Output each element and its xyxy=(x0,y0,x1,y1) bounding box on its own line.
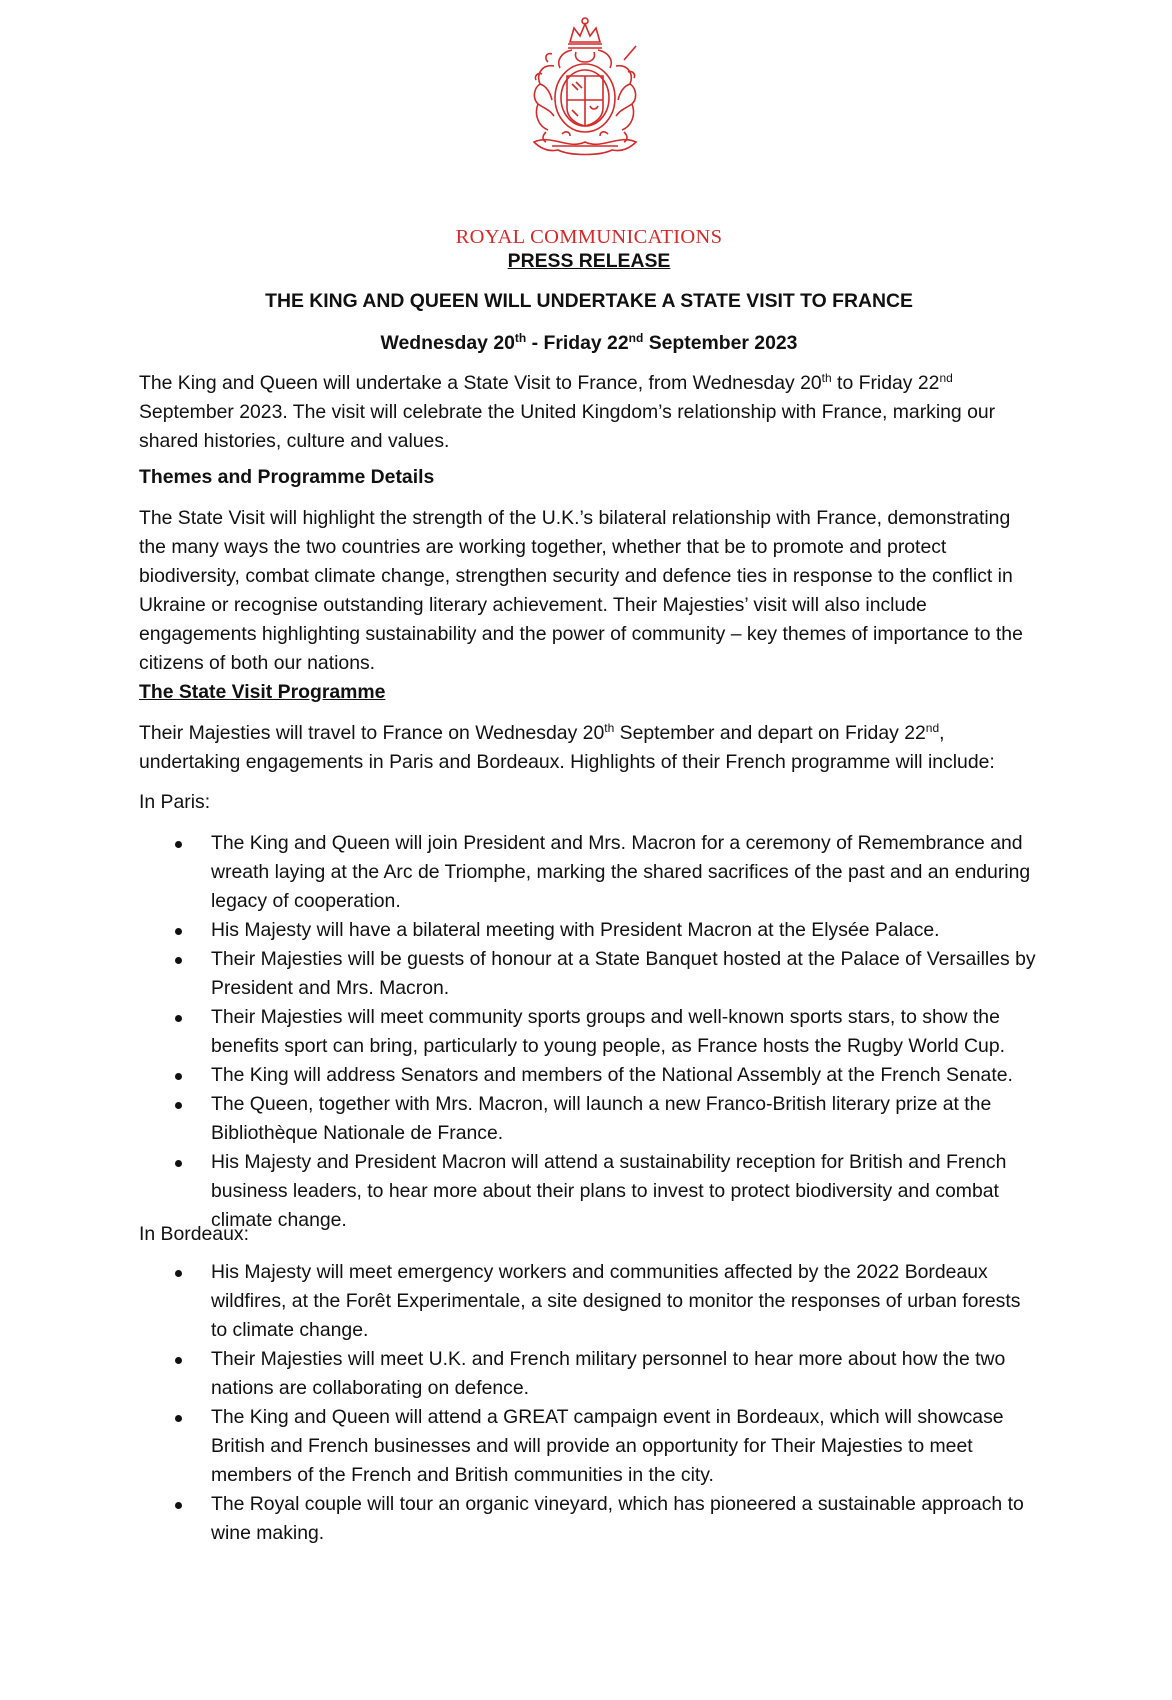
bullet-icon xyxy=(175,1357,182,1364)
bullet-icon xyxy=(175,957,182,964)
list-item: Their Majesties will meet community sports groups and well-known sports stars, to show the benefits sport can bring, particularly to young people, as France hosts the Rugby World Cup. xyxy=(139,1003,1039,1061)
bullet-icon xyxy=(175,1102,182,1109)
list-item: The Royal couple will tour an organic vineyard, which has pioneered a sustainable approach to wine making. xyxy=(139,1490,1039,1548)
headline: THE KING AND QUEEN WILL UNDERTAKE A STATE VISIT TO FRANCE xyxy=(265,290,913,312)
royal-coat-of-arms-icon xyxy=(512,14,658,164)
programme-heading: The State Visit Programme xyxy=(139,681,386,703)
list-item: Their Majesties will be guests of honour at a State Banquet hosted at the Palace of Versailles by President and Mrs. Macron. xyxy=(139,945,1039,1003)
list-item: The King will address Senators and members of the National Assembly at the French Senate. xyxy=(139,1061,1039,1090)
paris-label: In Paris: xyxy=(139,791,211,813)
bullet-icon xyxy=(175,1015,182,1022)
list-item: Their Majesties will meet U.K. and French military personnel to hear more about how the two nations are collaborating on defence. xyxy=(139,1345,1039,1403)
bordeaux-label: In Bordeaux: xyxy=(139,1223,249,1245)
bullet-icon xyxy=(175,928,182,935)
list-item: The King and Queen will join President and Mrs. Macron for a ceremony of Remembrance and wreath laying at the Arc de Triomphe, marking the shared sacrifices of the past and an enduring legacy of cooperation. xyxy=(139,829,1039,916)
bordeaux-list xyxy=(139,1258,1039,1548)
date-range: Wednesday 20th - Friday 22nd September 2023 xyxy=(380,331,798,354)
bullet-icon xyxy=(175,841,182,848)
list-item: His Majesty will have a bilateral meeting with President Macron at the Elysée Palace. xyxy=(139,916,1039,945)
list-item: The Queen, together with Mrs. Macron, will launch a new Franco-British literary prize at the Bibliothèque Nationale de France. xyxy=(139,1090,1039,1148)
document-type: PRESS RELEASE xyxy=(507,250,671,272)
list-item: His Majesty will meet emergency workers and communities affected by the 2022 Bordeaux wildfires, at the Forêt Experimentale, a site designed to monitor the responses of urban forests to climate change. xyxy=(139,1258,1039,1345)
bullet-icon xyxy=(175,1502,182,1509)
bullet-icon xyxy=(175,1160,182,1167)
list-item: His Majesty and President Macron will attend a sustainability reception for British and French business leaders, to hear more about their plans to invest to protect biodiversity and combat climate change. xyxy=(139,1148,1039,1235)
themes-heading: Themes and Programme Details xyxy=(139,466,435,488)
list-item: The King and Queen will attend a GREAT campaign event in Bordeaux, which will showcase British and French businesses and will provide an opportunity for Their Majesties to meet members of the French and British communities in the city. xyxy=(139,1403,1039,1490)
bullet-icon xyxy=(175,1270,182,1277)
themes-paragraph: The State Visit will highlight the strength of the U.K.’s bilateral relationship with France, demonstrating the many ways the two countries are working together, whether that be to promote and protect biodiversity, combat climate change, strengthen security and defence ties in response to the conflict in Ukraine or recognise outstanding literary achievement. Their Majesties’ visit will also include engagements highlighting sustainability and the power of community – key themes of importance to the citizens of both our nations. xyxy=(139,507,1023,674)
paris-list xyxy=(139,829,1039,1235)
intro-paragraph: The King and Queen will undertake a State Visit to France, from Wednesday 20th to Friday 22nd September 2023. The visit will celebrate the United Kingdom’s relationship with France, marking our shared histories, culture and values. xyxy=(139,371,996,452)
bullet-icon xyxy=(175,1073,182,1080)
bullet-icon xyxy=(175,1415,182,1422)
programme-intro: Their Majesties will travel to France on Wednesday 20th September and depart on Friday 22nd, undertaking engagements in Paris and Bordeaux. Highlights of their French programme will include: xyxy=(139,721,995,773)
department-name: ROYAL COMMUNICATIONS xyxy=(455,226,723,248)
